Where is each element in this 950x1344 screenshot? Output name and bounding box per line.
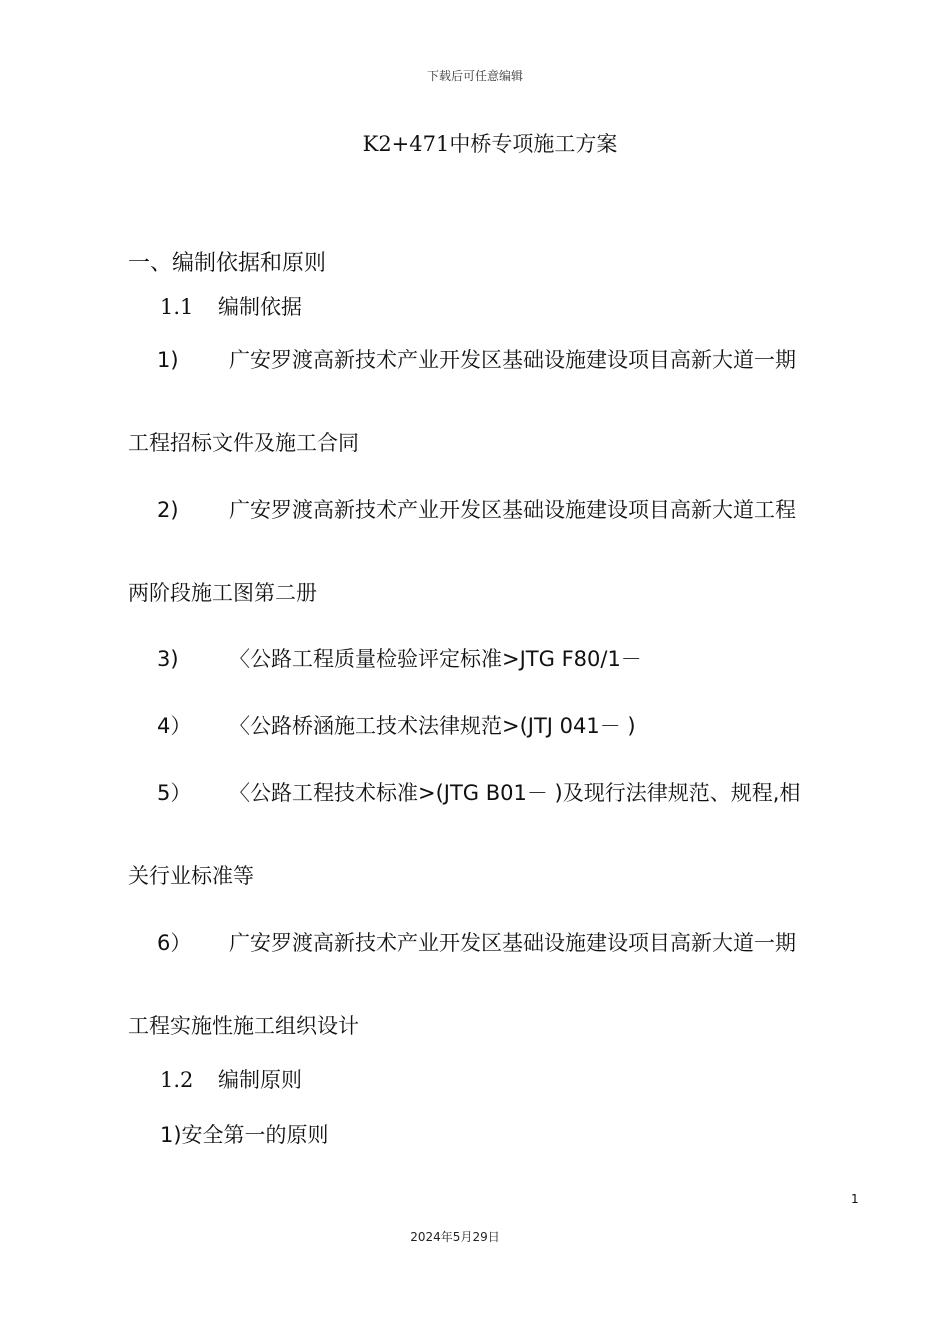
page-footer-date: 2024年5月29日 [410, 1230, 500, 1244]
item-text: 广安罗渡高新技术产业开发区基础设施建设项目高新大道工程 [229, 498, 796, 522]
item-text: 广安罗渡高新技术产业开发区基础设施建设项目高新大道一期 [229, 931, 796, 955]
subsection-number: 1.2 [160, 1068, 194, 1092]
list-item-6 [157, 927, 796, 957]
principle-item-1: 1)安全第一的原则 [160, 1123, 329, 1147]
item-number: 6） [157, 931, 192, 955]
subsection-heading-1-2 [160, 1064, 302, 1094]
page-header: 下载后可任意编辑 [426, 69, 523, 83]
page-number: 1 [851, 1192, 859, 1206]
subsection-heading-1-1 [160, 291, 302, 321]
item-text: 〈公路工程技术标准>(JTG B01－ )及现行法律规范、规程,相 [229, 781, 801, 805]
list-item-1-continuation: 工程招标文件及施工合同 [128, 431, 359, 455]
list-item-6-continuation: 工程实施性施工组织设计 [128, 1014, 359, 1038]
item-text: 〈公路桥涵施工技术法律规范>(JTJ 041－ ) [229, 714, 636, 738]
list-item-5 [157, 777, 800, 807]
document-title: K2+471中桥专项施工方案 [362, 132, 618, 156]
list-item-4 [157, 710, 636, 740]
list-item-2-continuation: 两阶段施工图第二册 [128, 581, 317, 605]
section-heading: 一、编制依据和原则 [128, 251, 327, 276]
subsection-label: 编制依据 [218, 295, 302, 319]
item-text: 广安罗渡高新技术产业开发区基础设施建设项目高新大道一期 [229, 348, 796, 372]
list-item-2 [157, 494, 796, 524]
subsection-label: 编制原则 [218, 1068, 302, 1092]
subsection-number: 1.1 [160, 295, 194, 319]
item-number: 1) [157, 348, 179, 372]
item-number: 4） [157, 714, 192, 738]
item-number: 2) [157, 498, 179, 522]
list-item-3 [157, 643, 642, 673]
list-item-5-continuation: 关行业标准等 [128, 864, 254, 888]
item-number: 3) [157, 647, 179, 671]
item-text: 〈公路工程质量检验评定标准>JTG F80/1－ [229, 647, 642, 671]
item-number: 5） [157, 781, 192, 805]
list-item-1 [157, 344, 796, 374]
